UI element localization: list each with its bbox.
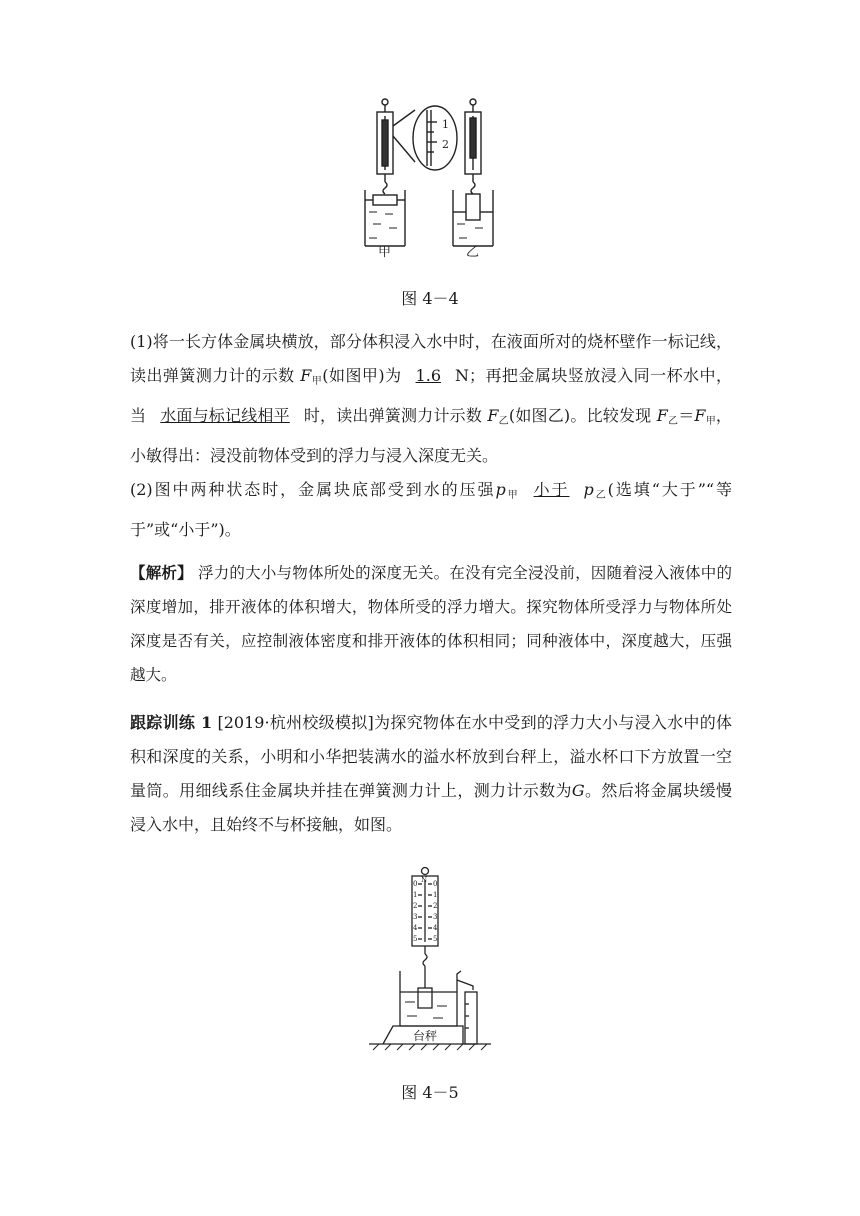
- meter-right-4: 4: [433, 924, 438, 932]
- figure-4-4: [355, 96, 505, 258]
- meter-left-2: 2: [413, 902, 418, 910]
- analysis: [130, 556, 732, 692]
- figure-4-4-caption: 图 4－4: [401, 289, 459, 308]
- meter-right-2: 2: [433, 902, 438, 910]
- question-1: (1)将一长方体金属块横放，部分体积浸入水中时，在液面所对的烧杯壁作一标记线，读出弹簧测力计的示数 $F_甲$(如图甲)为 1.6 N；再把金属块竖放浸入同一杯水中，当 水面与标记线相平 时，读出弹簧测力计示数 $F_乙$(如图乙)。比较发现 $F_乙=F_甲$，小敏得出：浸没前物体受到的浮力与浸入深度无关。: [130, 332, 732, 465]
- analysis-text: 浮力的大小与物体所处的深度无关。在没有完全浸没前，因随着浸入液体中的深度增加，排开液体的体积增大，物体所受的浮力增大。探究物体所受浮力与物体所处深度是否有关，应控制液体密度和排开液体的体积相同；同种液体中，深度越大，压强越大。: [130, 564, 732, 684]
- answer-3: 小于: [533, 480, 570, 499]
- meter-left-5: 5: [413, 935, 418, 943]
- training-label: 跟踪训练 1: [130, 713, 213, 732]
- label-yi: 乙: [466, 245, 480, 258]
- figure-4-5: [365, 866, 495, 1056]
- meter-unit: N: [421, 876, 428, 884]
- answer-1: 1.6: [415, 366, 441, 385]
- meter-right-1: 1: [433, 891, 438, 899]
- scale-label: 台秤: [413, 1029, 438, 1043]
- analysis-label: 【解析】: [130, 564, 193, 582]
- meter-right-3: 3: [433, 913, 438, 921]
- meter-left-0: 0: [413, 880, 418, 888]
- training-1: 跟踪训练 1 [2019·杭州校级模拟]为探究物体在水中受到的浮力大小与浸入水中的体积和深度的关系，小明和小华把装满水的溢水杯放到台秤上，溢水杯口下方放置一空量筒。用细线系住金属块并挂在弹簧测力计上，测力计示数为G。然后将金属块缓慢浸入水中，且始终不与杯接触，如图。: [130, 713, 732, 834]
- meter-right-5: 5: [433, 935, 438, 943]
- zoom-mark-1: 1: [442, 118, 449, 131]
- answer-2: 水面与标记线相平: [160, 406, 290, 425]
- meter-left-1: 1: [413, 891, 418, 899]
- meter-left-4: 4: [413, 924, 418, 932]
- question-2: (2)图中两种状态时，金属块底部受到水的压强$p_甲$ 小于 $p_乙$(选填“大于”“等于”或“小于”)。: [130, 480, 733, 539]
- meter-right-0: 0: [433, 880, 438, 888]
- label-jia: 甲: [378, 245, 392, 258]
- meter-left-3: 3: [413, 913, 418, 921]
- figure-4-5-caption: 图 4－5: [401, 1083, 459, 1102]
- zoom-mark-2: 2: [442, 138, 449, 151]
